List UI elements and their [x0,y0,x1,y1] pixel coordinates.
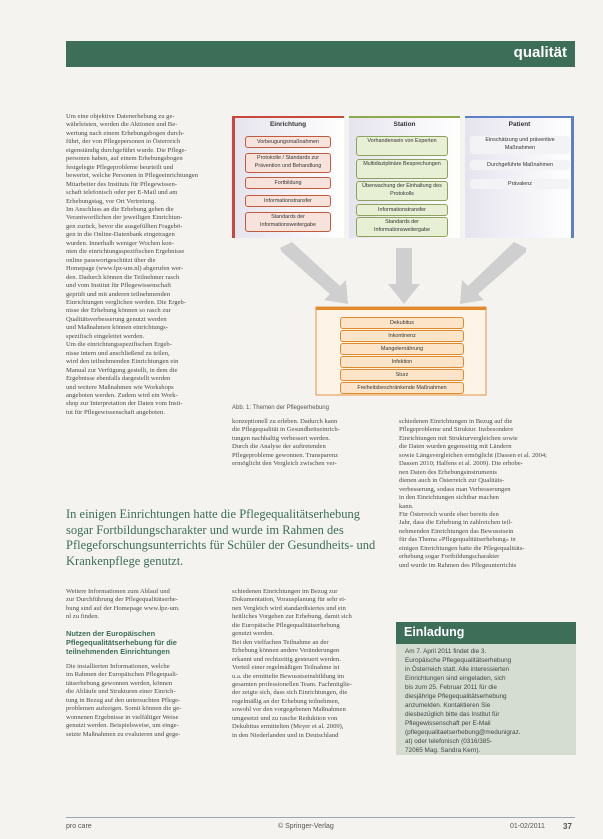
figure-caption: Abb. 1: Themen der Pflegeerhebung [232,405,329,411]
text-line: schiedenen Einrichtungen im Bezug zur [232,588,338,595]
text-line: u.a. die ermittelte Bewusstseinsbildung im [232,672,345,680]
text-line: Durch die Analyse der auftretenden [232,443,326,451]
left-bottom-intro [66,588,216,622]
text-line: konzeptionell zu erleben. Dadurch kann [232,418,338,425]
text-line: dienen auch in Österreich zur Qualitäts- [399,477,505,485]
box1-item: Fortbildung [245,177,331,189]
box-einrichtung-title: Einrichtung [269,121,307,128]
text-line: nisse der Erhebung können so rasch zur [66,307,171,315]
text-line: angeboten werden. Zudem wird ein Work- [66,391,178,399]
left-column-text [66,113,216,417]
einladung-box [396,644,576,755]
text-line: die Pflegequalität in Gesundheitseinrich- [232,426,340,434]
text-line: Die installierten Informationen, welche [66,663,170,670]
arrow-right [460,242,526,304]
text-line: Verantwortlichen der jeweiligen Einrichtun- [66,214,183,222]
einladung-line: at) oder telefonisch (0316/385- [405,738,493,745]
text-line: tut für Pflegewissenschaft angeboten. [66,408,165,416]
text-line: Einrichtungen mit Strukturvergleichen sowie [399,434,518,442]
box3-item: Durchgeführte Maßnahmen [470,160,570,170]
box2-item: Informationstransfer [356,204,448,216]
text-line: nl zu finden. [66,613,100,621]
figure [232,108,575,418]
text-line: die Daten wurden gegenseitig mit Ländern [399,443,512,451]
text-line: im Rahmen der Europäischen Pflegequali- [66,671,179,679]
text-line: kann. [399,502,414,510]
einladung-line: 72065 Mag. Sandra Kern). [405,747,481,754]
text-line: Mitarbeiter des Instituts für Pflegewissen- [66,180,177,188]
text-line: sowohl vor den vorgegebenen Maßnahmen [232,706,346,714]
text-line: gesamten professionellen Team. Fachmitglie- [232,680,352,688]
arrow-left [280,242,348,304]
text-line: bewertet, welche Personen in Pflegeeinrichtungen [66,172,199,180]
middle-bottom-text [232,588,387,740]
box3-item: Einschätzung und präventive Maßnahmen [470,136,570,154]
einladung-line: (pflegequalitaetserhebung@medunigraz. [405,729,521,736]
footer-left: pro care [66,823,92,830]
text-line: der zeigte sich, dass sich Einrichtungen, die [232,689,348,697]
text-line: Dokumentation, Vorausplanung für sehr ei- [232,596,347,604]
text-line: Homepage (www.lpz-um.nl) abgerufen wer- [66,265,184,273]
text-line: online passwortgeschützt über die [66,256,156,264]
text-line: in den Niederlanden und in Deutschland [232,731,339,739]
einladung-line: Einrichtungen sind eingeladen, sich [405,675,506,682]
text-line: Vorteil einer regelmäßigen Teilnahme ist [232,664,340,672]
text-line: die Europäische Pflegequalitätserhebung [232,621,340,629]
box1-item: Standards der Informationsweitergabe [245,212,331,232]
einladung-line: in Österreich statt. Alle interessierten [405,666,510,673]
text-line: verbesserung, sodass man Verbesserungen [399,485,511,493]
text-line: setzte Maßnahmen zu evaluieren und gege- [66,730,181,738]
text-line: bung sind auf der Homepage www.lpz-um. [66,604,180,612]
text-line: Erhebung können andere Veränderungen [232,647,340,655]
box1-item: Vorbeugungsmaßnahmen [245,136,331,148]
bottom-item: Freiheitsbeschränkende Maßnahmen [340,382,464,394]
text-line: Um die einrichtungsspezifischen Ergeb- [66,341,172,349]
text-line: erkannt und rechtzeitig gesteuert werden. [232,655,341,663]
text-line: Um eine objektive Datenerhebung zu ge- [66,113,175,120]
text-line: ermöglicht den Vergleich zwischen ver- [232,460,337,468]
text-line: die Abläufe und Strukturen einer Einrich- [66,688,176,696]
section-title: qualität [513,44,567,61]
text-line: nen Vergleich wird standardisiertes und ein [232,604,346,612]
bottom-item: Inkontinenz [340,330,464,342]
text-line: Qualitätsverbesserung genutzt werden [66,315,167,323]
page-number: 37 [563,822,572,831]
bottom-item: Dekubitus [340,317,464,329]
text-line: wonnenen Ergebnisse in vielfältiger Weise [66,713,179,721]
text-line: Pflegeprobleme und Struktur. Insbesondere [399,426,514,434]
text-line: nisse intern und anschließend zu teilen, [66,349,170,357]
text-line: Für Österreich wurde eher bereits den [399,510,499,518]
text-line: Bei den vielfachen Teilnahme an der [232,638,329,646]
text-line: gen zurück, bevor die ausgefüllten Fragebö- [66,222,183,230]
text-line: erhebung sogar Fortbildungscharakter [399,553,500,561]
text-line: heitliches Vorgehen zur Erhebung, damit sich [232,613,352,621]
box-patient-title: Patient [508,121,531,128]
text-line: nten die einrichtungsspezifischen Ergebnisse [66,248,185,256]
box2-item: Überwachung der Einhaltung des Protokolls [356,181,448,201]
einladung-title: Einladung [404,625,465,639]
text-line: personen haben, auf einem Erhebungsbogen [66,155,183,163]
text-line: schaft telefonisch oder per E-Mail und am [66,189,178,197]
text-line: genutzt werden. Beispielsweise, um einge- [66,722,179,730]
left-bottom-text [66,663,216,739]
text-line: tungen nachhaltig verbessert werden. [232,434,331,442]
text-line: Ergebnisse ebenfalls dargestellt werden [66,375,171,383]
text-line: problemen aufzeigen. Somit können die ge- [66,705,182,713]
text-line: Im Anschluss an die Erhebung gehen die [66,205,174,213]
box1-item: Protokolle / Standards zur Prävention und Behandlung [245,153,331,173]
text-line: regelmäßig an der Erhebung teilnehmen, [232,697,340,705]
einladung-line: Europäische Pflegequalitätserhebung [405,657,512,664]
einladung-line: diesjährige Pflegequalitätserhebung [405,693,507,700]
einladung-line: bis zum 25. Februar 2011 für die [405,684,497,691]
box2-item: Multidisziplinäre Besprechungen [356,159,448,179]
footer-rule [66,817,575,818]
text-line: Einrichtungen verglichen werden. Die Ergeb- [66,298,187,306]
text-line: und Maßnahmen können einrichtungs- [66,324,168,332]
text-line: tung in Bezug auf den untersuchten Pflege- [66,696,181,704]
text-line: Pflegeprobleme gewonnen. Transparenz [232,451,339,459]
text-line: festgelegte Pflegeprobleme beurteilt und [66,163,174,171]
text-line: tätserhebung gewonnen werden, können [66,679,173,687]
text-line: zur Durchführung der Pflegequalitätserhe- [66,596,178,604]
text-line: Manual zur Verfügung gestellt, in dem die [66,366,178,374]
text-line: wird den teilnehmenden Einrichtungen ein [66,358,179,366]
text-line: geprüft und mit anderen teilnehmenden [66,290,170,298]
bottom-item: Sturz [340,369,464,381]
subheading: Nutzen der Europäischen Pflegequalitätserhebung für die teilnehmenden Einrichtungen [66,629,177,656]
einladung-header [396,622,576,644]
text-line: und weitere Maßnahmen wie Workshops [66,383,174,391]
arrow-center [388,248,420,304]
text-line: shop zur Interpretation der Daten vom Insti- [66,400,183,408]
bottom-item: Infektion [340,356,464,368]
text-line: umgesetzt und zu rasche Reduktion von [232,714,338,722]
box2-item: Vorhandensein von Experten [356,136,448,156]
footer-center: © Springer-Verlag [278,823,334,830]
text-line: gen in die Online-Datenbank eingetragen [66,231,175,239]
einladung-line: Am 7. April 2011 findet die 3. [405,648,487,655]
text-line: einigen Einrichtungen hatte die Pflegequalitäts- [399,544,525,552]
text-line: Dekubitus ermittelten (Meyer et al. 2009), [232,723,344,731]
text-line: und vom Institut für Pflegewissenschaft [66,282,172,290]
text-line: für das Thema »Pflegequalitätserhebung« in [399,536,516,544]
text-line: Dassen 2010; Halfens et al. 2009). Die erhobe- [399,460,523,468]
box3-item: Prävalenz [470,179,570,189]
bottom-item: Mangelernährung [340,343,464,355]
section-header-bar [66,41,575,67]
box-station-title: Station [393,121,416,128]
text-line: und wurde im Rahmen des Pflegeunterrichts [399,561,517,569]
box2-item: Standards der Informationsweitergabe [356,217,448,237]
text-line: eigenständig durchgeführt wurde. Die Pflege- [66,146,187,154]
text-line: nen Daten des Erhebungsinstruments [399,468,497,476]
pull-quote: In einigen Einrichtungen hatte die Pflegequalitätserhebung sogar Fortbildungscharakter und wurde im Rahmen des Pflegeforschungsunterrichts für Schüler der Gesundheits- und Krankenpflege genutzt. [66,507,376,568]
text-line: Jahr, dass die Erhebung in zahlreichen teil- [399,519,513,527]
box1-item: Informationstransfer [245,195,331,207]
text-line: den. Dadurch können die Teilnehmer rasch [66,273,180,281]
text-line: nehmenden Einrichtungen das Bewusstsein [399,527,514,535]
einladung-line: Pflegewissenschaft per E-Mail [405,720,491,727]
einladung-line: anzumelden. Kontaktieren Sie [405,702,491,709]
text-line: Weitere Informationen zum Ablauf und [66,588,170,595]
text-line: wurden. Innerhalb weniger Wochen kon- [66,239,174,247]
text-line: spezifisch eingeleitet werden. [66,332,145,340]
text-line: in den Einrichtungen sichtbar machen [399,494,499,502]
text-line: wertung nach einem Erhebungsbogen durch- [66,129,185,137]
text-line: führt, der von Pflegepersonen in Österreich [66,138,181,146]
einladung-line: diesbezüglich bitte das Institut für [405,711,500,718]
middle-column-text [232,418,382,469]
text-line: schiedenen Einrichtungen in Bezug auf die [399,418,513,425]
text-line: Erhebungstag, vor Ort Vertretung. [66,197,156,205]
text-line: sowie Längsvergleichen ermöglicht (Dassen et al. 2004; [399,451,548,459]
text-line: genutzt werden. [232,630,275,638]
footer-date: 01-02/2011 [510,823,545,830]
right-column-text [399,418,575,570]
text-line: währleisten, werden die Aktionen und Be- [66,121,178,129]
